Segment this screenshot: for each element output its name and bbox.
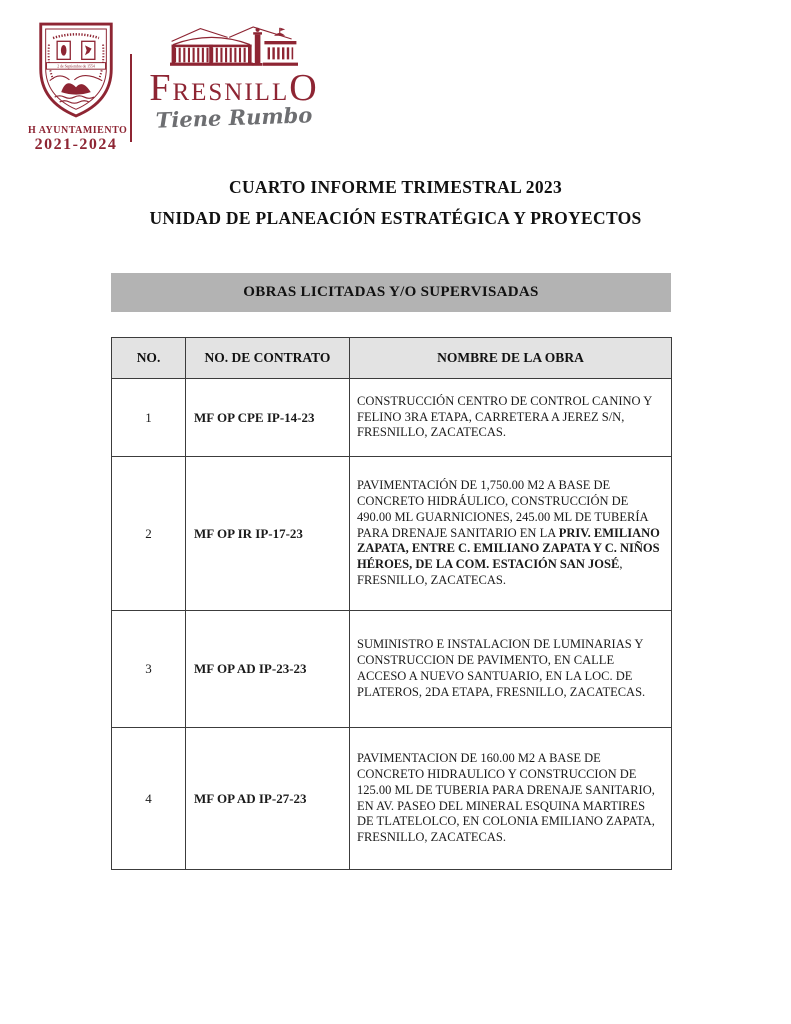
table-row: [112, 611, 672, 728]
cell-obra: SUMINISTRO E INSTALACION DE LUMINARIAS Y CONSTRUCCION DE PAVIMENTO, EN CALLE ACCESO A NUEVO SANTUARIO, EN LA LOC. DE PLATEROS, 2DA ETAPA, FRESNILLO, ZACATECAS.: [350, 611, 672, 728]
cell-contrato: MF OP AD IP-23-23: [186, 611, 350, 728]
cell-contrato: MF OP IR IP-17-23: [186, 457, 350, 611]
cell-no: 1: [112, 379, 186, 457]
table-row: [112, 728, 672, 870]
table-header-row: [112, 338, 672, 379]
municipal-crest: [28, 18, 128, 154]
cell-contrato: MF OP CPE IP-14-23: [186, 379, 350, 457]
cell-no: 2: [112, 457, 186, 611]
report-subtitle: UNIDAD DE PLANEACIÓN ESTRATÉGICA Y PROYECTOS: [149, 208, 642, 228]
cell-contrato: MF OP AD IP-27-23: [186, 728, 350, 870]
header-contrato: NO. DE CONTRATO: [186, 338, 350, 379]
crest-term: 2021-2024: [34, 136, 118, 153]
crest-caption: H AYUNTAMIENTO: [28, 125, 128, 136]
fresnillo-wordmark: FRESNILLO: [149, 67, 319, 109]
header-obra: NOMBRE DE LA OBRA: [350, 338, 672, 379]
section-banner: OBRAS LICITADAS Y/O SUPERVISADAS: [111, 273, 671, 312]
crest-banner-text: 2 de Septiembre de 1554: [57, 64, 95, 69]
fresnillo-logo: [144, 18, 324, 133]
obras-table: [111, 337, 672, 870]
cell-obra: CONSTRUCCIÓN CENTRO DE CONTROL CANINO Y FELINO 3RA ETAPA, CARRETERA A JEREZ S/N, FRESNILLO, ZACATECAS.: [350, 379, 672, 457]
header-no: NO.: [112, 338, 186, 379]
report-title: CUARTO INFORME TRIMESTRAL 2023: [229, 177, 562, 197]
cell-no: 3: [112, 611, 186, 728]
coat-of-arms-icon: [35, 18, 117, 122]
cell-obra: PAVIMENTACION DE 160.00 M2 A BASE DE CONCRETO HIDRAULICO Y CONSTRUCCION DE 125.00 ML DE TUBERIA PARA DRENAJE SANITARIO, EN AV. PASEO DEL MINERAL ESQUINA MARTIRES DE TLATELOLCO, EN COLONIA EMILIANO ZAPATA, FRESNILLO, ZACATECAS.: [350, 728, 672, 870]
logo-divider: [130, 54, 132, 142]
cell-obra: PAVIMENTACIÓN DE 1,750.00 M2 A BASE DE CONCRETO HIDRÁULICO, CONSTRUCCIÓN DE 490.00 ML GUARNICIONES, 245.00 ML DE TUBERÍA PARA DRENAJE SANITARIO EN LA PRIV. EMILIANO ZAPATA, ENTRE C. EMILIANO ZAPATA Y C. NIÑOS HÉROES, DE LA COM. ESTACIÓN SAN JOSÉ, FRESNILLO, ZACATECAS.: [350, 457, 672, 611]
obras-table-body: [112, 379, 672, 870]
cell-no: 4: [112, 728, 186, 870]
table-row: [112, 457, 672, 611]
masthead: [28, 18, 324, 154]
fresnillo-tagline: Tiene Rumbo: [155, 102, 313, 133]
bridge-monument-icon: [170, 22, 298, 72]
table-row: [112, 379, 672, 457]
